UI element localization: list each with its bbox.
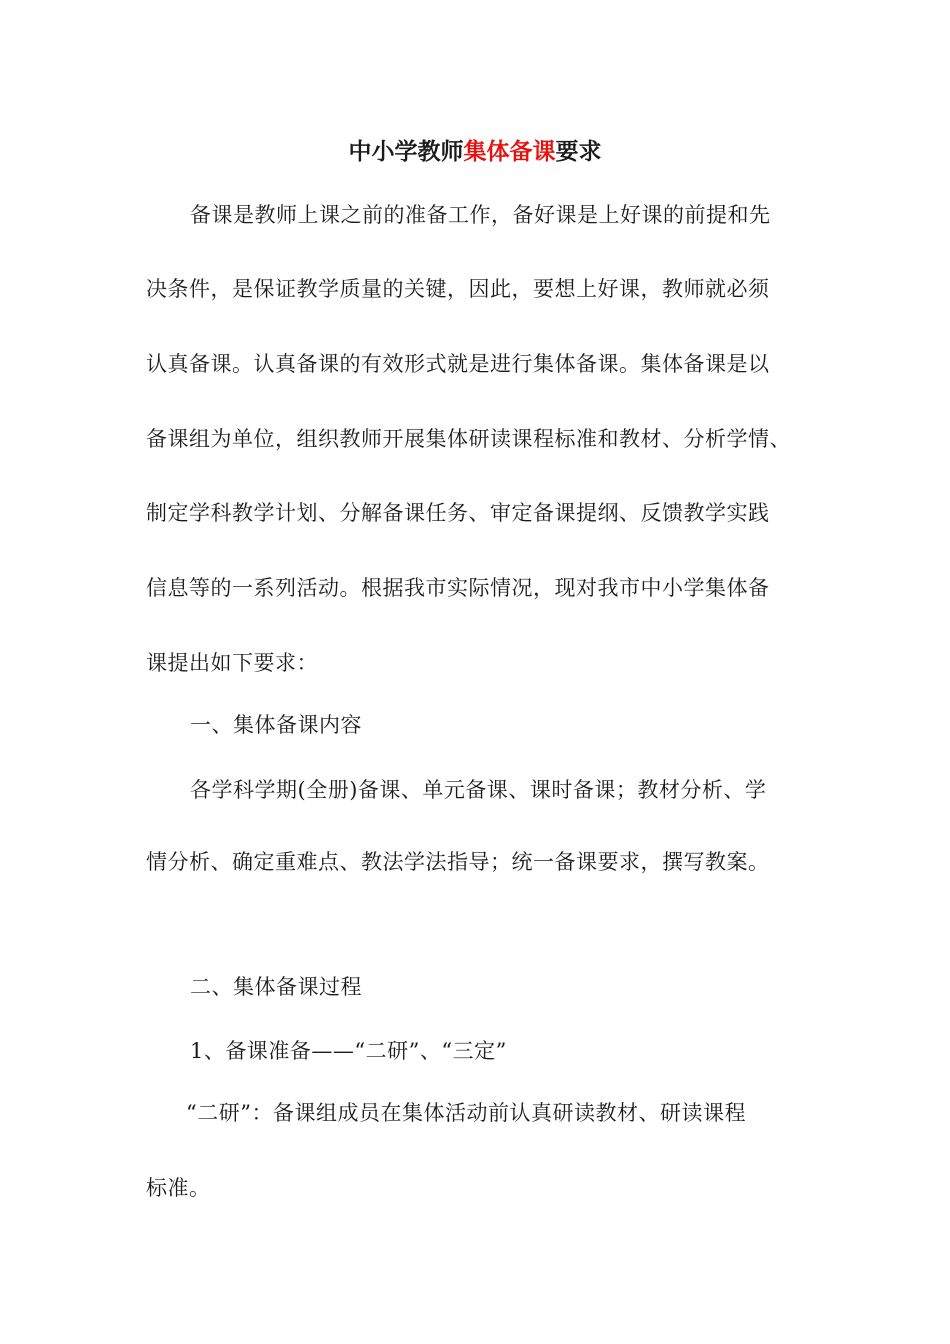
paragraph-line: “二研”：备课组成员在集体活动前认真研读教材、研读课程 bbox=[186, 1101, 746, 1125]
title-highlight: 集体备课 bbox=[463, 138, 556, 165]
title-prefix: 中小学教师 bbox=[348, 138, 464, 165]
subsection-heading: 1、备课准备——“二研”、“三定” bbox=[190, 1039, 507, 1063]
document-title bbox=[0, 134, 950, 170]
section-heading-content: 一、集体备课内容 bbox=[190, 713, 362, 737]
paragraph-line: 标准。 bbox=[146, 1176, 211, 1200]
title-suffix: 要求 bbox=[555, 138, 602, 165]
paragraph-line: 备课是教师上课之前的准备工作，备好课是上好课的前提和先 bbox=[190, 203, 771, 227]
paragraph-line: 信息等的一系列活动。根据我市实际情况，现对我市中小学集体备 bbox=[146, 576, 770, 600]
paragraph-line: 决条件，是保证教学质量的关键，因此，要想上好课，教师就必须 bbox=[146, 277, 770, 301]
paragraph-line: 认真备课。认真备课的有效形式就是进行集体备课。集体备课是以 bbox=[146, 352, 770, 376]
paragraph-line: 情分析、确定重难点、教法学法指导；统一备课要求，撰写教案。 bbox=[146, 850, 770, 874]
section-heading-process: 二、集体备课过程 bbox=[190, 975, 362, 999]
paragraph-line: 制定学科教学计划、分解备课任务、审定备课提纲、反馈教学实践 bbox=[146, 501, 770, 525]
paragraph-line: 备课组为单位，组织教师开展集体研读课程标准和教材、分析学情、 bbox=[146, 427, 791, 451]
paragraph-line: 各学科学期(全册)备课、单元备课、课时备课；教材分析、学 bbox=[190, 778, 767, 802]
paragraph-line: 课提出如下要求： bbox=[146, 651, 318, 675]
